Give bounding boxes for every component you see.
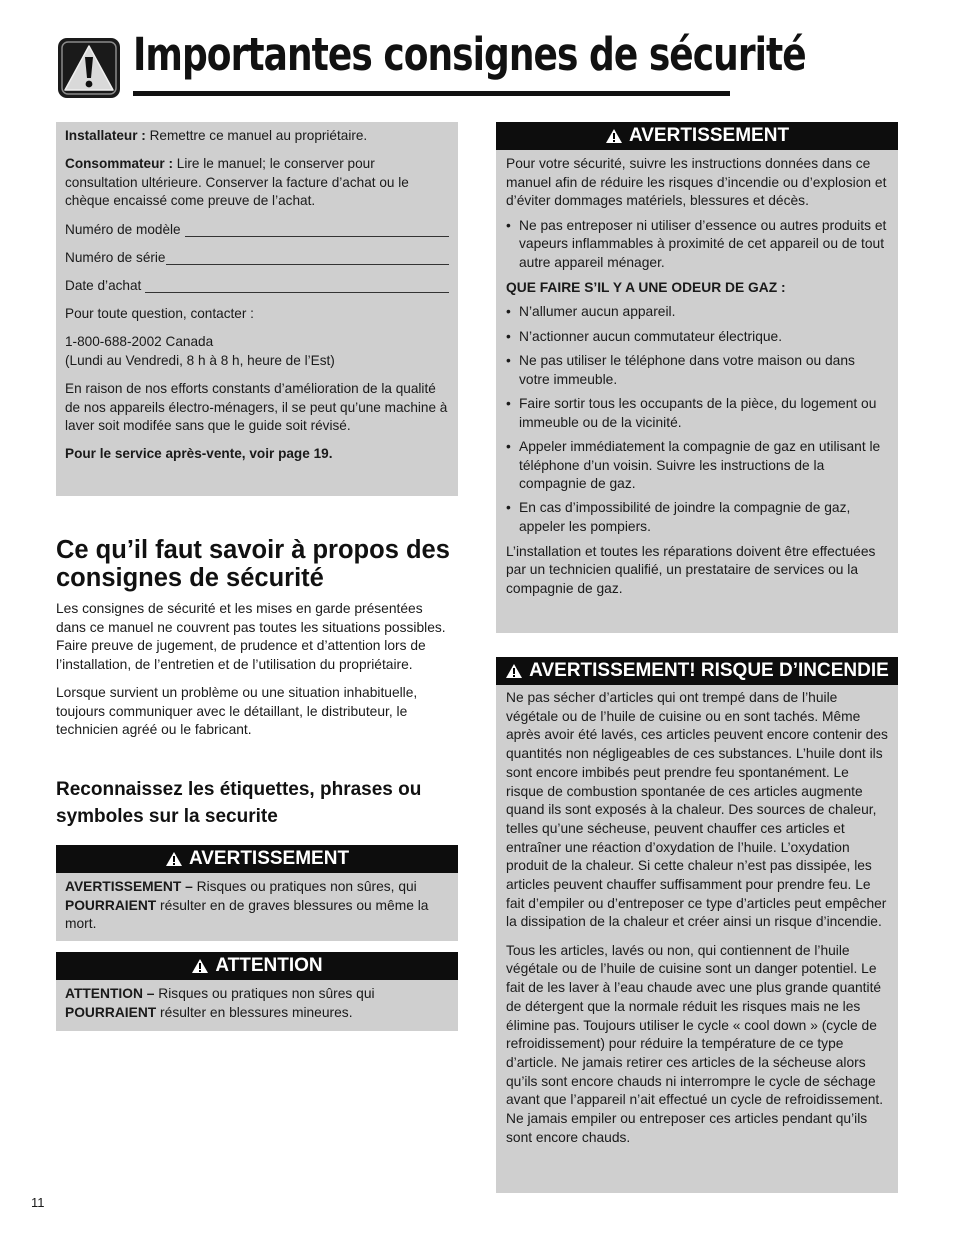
service-note: Pour le service après-vente, voir page 19. [65, 446, 333, 462]
safety-section-body [56, 600, 456, 749]
purchase-date-field: Date d’achat [65, 277, 449, 296]
gas-warning-closing: L’installation et toutes les réparations doivent être effectuées par un technicien qualifié, un prestataire de services ou la compagnie de gaz. [506, 543, 876, 596]
owner-info-box [56, 122, 458, 496]
contact-label: Pour toute question, contacter : [65, 306, 254, 322]
safety-para-2: Lorsque survient un problème ou une situation inhabituelle, toujours communiquer avec le détaillant, le distributeur, le technicien agréé ou le fabricant. [56, 684, 418, 738]
list-item: • Ne pas entreposer ni utiliser d’essence ou autres produits et vapeurs inflammables à proximité de cet appareil ou de tout autre appareil ménager. [506, 217, 888, 273]
model-number-field: Numéro de modèle [65, 221, 449, 240]
warning-triangle-icon [505, 663, 523, 679]
labels-subtitle: Reconnaissez les étiquettes, phrases ou symboles sur la securite [56, 779, 422, 827]
page-number: 11 [31, 1195, 45, 1210]
attention-label-bar: ATTENTION [56, 952, 458, 980]
storage-list [506, 217, 888, 273]
exclamation-triangle-icon [57, 37, 121, 99]
safety-section-title: Ce qu’il faut savoir à propos des consignes de sécurité [56, 536, 450, 592]
list-item: • Faire sortir tous les occupants de la pièce, du logement ou immeuble ou de la vicinité. [506, 395, 888, 432]
list-item: • En cas d’impossibilité de joindre la compagnie de gaz, appeler les pompiers. [506, 499, 888, 536]
fire-warning-bar: AVERTISSEMENT! RISQUE D’INCENDIE [496, 657, 898, 685]
page-title: Importantes consignes de sécurité [133, 28, 806, 81]
consumer-note: Consommateur : Lire le manuel; le conserver pour consultation ultérieure. Conserver la facture d’achat ou le chèque encaissé come preuve de l’achat. [65, 156, 409, 209]
gas-warning-bar: AVERTISSEMENT [496, 122, 898, 150]
safety-para-1: Les consignes de sécurité et les mises en garde présentées dans ce manuel ne couvrent pas toutes les situations possibles. Faire preuve de jugement, de prudence et d’attention lors de l’installation, de l’entretien et de l’utilisation du propriétaire. [56, 601, 446, 672]
list-item: • Appeler immédiatement la compagnie de gaz en utilisant le téléphone d’un voisin. Suivre les instructions de la compagnie de gaz. [506, 438, 888, 494]
fire-warning-box [496, 685, 898, 1193]
gas-warning-box [496, 150, 898, 633]
contact-phone: 1-800-688-2002 Canada (Lundi au Vendredi, 8 h à 8 h, heure de l’Est) [65, 334, 335, 368]
fire-para-2: Tous les articles, lavés ou non, qui contiennent de l’huile végétale ou de l’huile de cuisine sont un danger potentiel. Le fait de les laver à l’eau chaude avec une plus grande quantité de détergent que la normale réduit les risques mais ne les élimine pas. Toujours utiliser le cycle « cool down » (cycle de refroidissement) pour réduire la température de ce type d’article. Ne jamais retirer ces articles de la sécheuse alors qu’ils sont encore chauds ni interrompre le cycle de séchage avant que l’appareil n’ait effectué un cycle de refroidissement. Ne jamais empiler ou entreposer ces articles pendant qu’ils sont encore chauds. [506, 942, 884, 1145]
warning-triangle-icon [191, 958, 209, 974]
fire-para-1: Ne pas sécher d’articles qui ont trempé dans de l’huile végétale ou de l’huile de cuisine ou en sont tachés. Même après avoir été lavés, ces articles peuvent encore contenir des quantités non négligeables de ces substances. L’huile dont ils sont encore imbibés peut prendre feu spontanément. Le risque de combustion spontanée de ces articles augmente quand ils sont exposés à la chaleur. Des sources de chaleur, telles qu’une sécheuse, peuvent chauffer ces articles et entraîner une réaction d’oxydation de l’huile. L’oxydation produit de la chaleur. Si cette chaleur n’est pas dissipée, les articles peuvent chauffer suffisamment pour prendre feu. Le fait d’empiler ou d’entreposer ce type d’articles peut empêcher la dissipation de la chaleur et créer ainsi un risque d’incendie. [506, 690, 888, 930]
warning-label-box: AVERTISSEMENT – Risques ou pratiques non sûres, qui POURRAIENT résulter en de graves blessures ou même la mort. [56, 873, 458, 941]
title-underline [133, 91, 730, 96]
improvement-note: En raison de nos efforts constants d’amélioration de la qualité de nos appareils électro-ménagers, il se peut qu’une machine à laver soit modifée sans que le guide soit révisé. [65, 381, 448, 434]
installer-note: Installateur : Remettre ce manuel au propriétaire. [65, 128, 368, 143]
list-item: • N’allumer aucun appareil. [506, 303, 888, 322]
attention-label-box: ATTENTION – Risques ou pratiques non sûres qui POURRAIENT résulter en blessures mineures. [56, 980, 458, 1031]
gas-warning-intro: Pour votre sécurité, suivre les instructions données dans ce manuel afin de réduire les risques d’incendie ou d’explosion et d’éviter dommages matériels, blessures et décès. [506, 156, 887, 209]
gas-smell-heading: QUE FAIRE S’IL Y A UNE ODEUR DE GAZ : [506, 279, 786, 295]
warning-triangle-icon [605, 128, 623, 144]
list-item: • N’actionner aucun commutateur électrique. [506, 328, 888, 347]
list-item: • Ne pas utiliser le téléphone dans votre maison ou dans votre immeuble. [506, 352, 888, 389]
warning-label-bar: AVERTISSEMENT [56, 845, 458, 873]
gas-steps-list [506, 303, 888, 537]
serial-number-field: Numéro de série [65, 249, 449, 268]
warning-triangle-icon [165, 851, 183, 867]
